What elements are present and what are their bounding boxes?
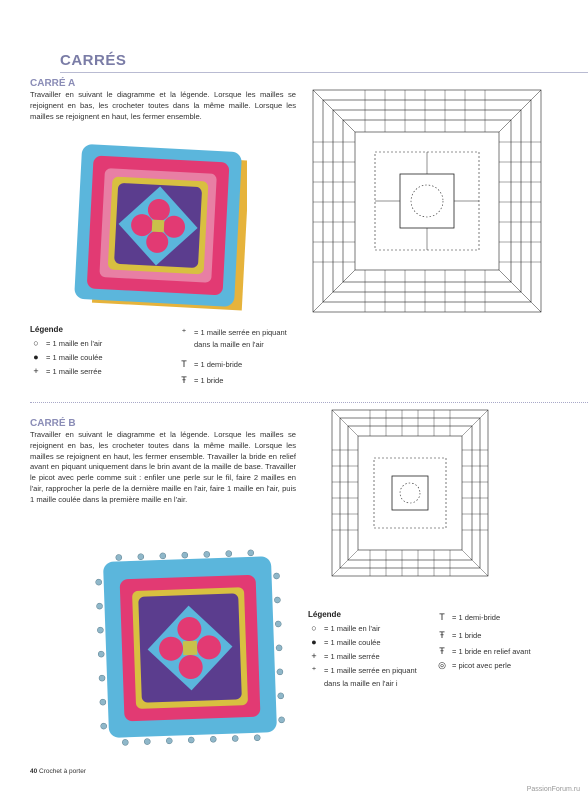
single-crochet-icon: +	[311, 651, 317, 661]
carre-a-diagram	[305, 82, 550, 322]
slip-stitch-icon: ●	[311, 637, 317, 647]
section-title: CARRÉS	[60, 52, 127, 69]
legend-a-item-0: ○ = 1 maille en l'air	[30, 338, 102, 348]
chain-icon: ○	[33, 338, 39, 348]
bead-picot-icon: ◎	[438, 660, 446, 670]
legend-b-item-5: T = 1 demi-bride	[436, 612, 500, 622]
legend-a-item-4: dans la maille en l'air	[194, 340, 264, 349]
watermark: PassionForum.ru	[526, 786, 580, 793]
front-post-dc-icon: Ŧ	[439, 646, 445, 656]
legend-a-item-6: Ŧ = 1 bride	[178, 375, 223, 385]
page-number: 40	[30, 768, 38, 775]
carre-a-title: CARRÉ A	[30, 78, 76, 89]
legend-b-item-2: + = 1 maille serrée	[308, 651, 380, 661]
carre-a-instructions: Travailler en suivant le diagramme et la légende. Lorsque les mailles se rejoignent en bas, les crocheter toutes dans la même maille. Lorsque les mailles se rejoignent en haut, les fermer ensemble.	[30, 90, 296, 121]
sc-back-loop-icon: ⁺	[311, 665, 317, 675]
single-crochet-icon: +	[33, 366, 39, 376]
page-footer	[30, 768, 86, 775]
carre-b-title: CARRÉ B	[30, 418, 76, 429]
title-rule	[60, 72, 588, 73]
double-crochet-icon: Ŧ	[181, 375, 187, 385]
legend-b-item-6: Ŧ = 1 bride	[436, 630, 481, 640]
carre-b-diagram	[326, 404, 494, 584]
double-crochet-icon: Ŧ	[439, 630, 445, 640]
carre-b-photo	[92, 545, 290, 750]
legend-b-item-1: ● = 1 maille coulée	[308, 637, 381, 647]
chain-icon: ○	[311, 623, 317, 633]
magazine-name: Crochet à porter	[39, 768, 87, 775]
legend-b-item-3: ⁺ = 1 maille serrée en piquant	[308, 665, 417, 676]
legend-a-item-3: ⁺ = 1 maille serrée en piquant	[178, 327, 287, 338]
carre-b-instructions: Travailler en suivant le diagramme et la légende. Lorsque les mailles se rejoignent en bas, les crocheter toutes dans la même maille. Lorsque les mailles se rejoignent en haut, les fermer ensemble. Travailler la bride en relief avant en piquant uniquement dans le brin avant de la maille de base. Travailler le picot avec perle comme suit : enfiler une perle sur le fil, faire 2 mailles en l'air, rapprocher la perle de la dernière maille en l'air, faire 1 maille en l'air, puis 1 maille coulée dans la première maille en l'air.	[30, 430, 296, 504]
legend-b-item-8: ◎ = picot avec perle	[436, 660, 511, 671]
section-divider	[30, 402, 588, 403]
slip-stitch-icon: ●	[33, 352, 39, 362]
legend-b-item-0: ○ = 1 maille en l'air	[308, 623, 380, 633]
legend-b-item-4: dans la maille en l'air i	[324, 679, 398, 688]
legend-a-item-1: ● = 1 maille coulée	[30, 352, 103, 362]
half-double-icon: T	[181, 359, 187, 369]
legend-a-item-2: + = 1 maille serrée	[30, 366, 102, 376]
sc-back-loop-icon: ⁺	[181, 327, 187, 337]
half-double-icon: T	[439, 612, 445, 622]
carre-a-photo	[72, 142, 247, 312]
carre-b-legend-title: Légende	[308, 610, 341, 619]
legend-b-item-7: Ŧ = 1 bride en relief avant	[436, 646, 531, 656]
carre-a-legend-title: Légende	[30, 325, 63, 334]
legend-a-item-5: T = 1 demi-bride	[178, 359, 242, 369]
